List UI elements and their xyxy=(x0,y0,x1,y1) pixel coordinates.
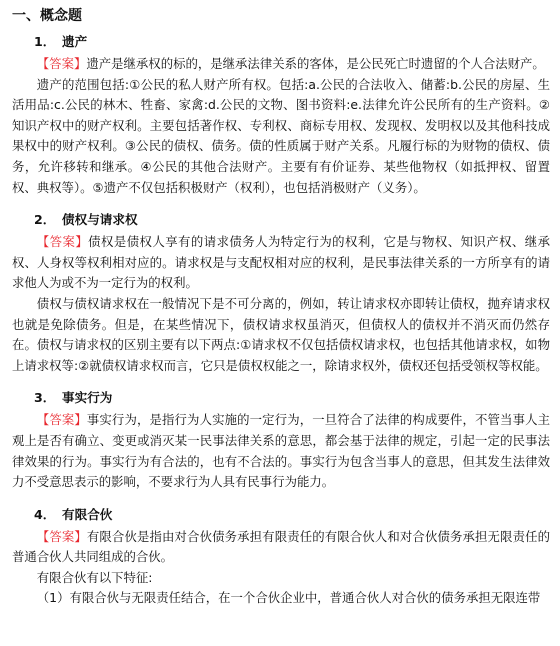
answer-text: 事实行为，是指行为人实施的一定行为，一旦符合了法律的构成要件，不管当事人主观上是否有确立、变更或消灭某一民事法律关系的意思，都会基于法律的规定，引起一定的民事法律效果的行为。事实行为有合法的，也有不合法的。事实行为包含当事人的意思，但其发生法律效力不受意思表示的影响，不要求行为人具有民事行为能力。 xyxy=(12,412,551,490)
answer-paragraph xyxy=(12,232,550,294)
answer-label: 【答案】 xyxy=(36,234,89,250)
body-paragraph: 有限合伙有以下特征: xyxy=(36,569,153,585)
question-term: 有限合伙 xyxy=(62,506,113,522)
question-number: 2． xyxy=(34,212,56,228)
question-title xyxy=(34,388,550,408)
question-term: 债权与请求权 xyxy=(62,212,138,228)
question-number: 1． xyxy=(34,34,56,49)
answer-text: 遗产是继承权的标的，是继承法律关系的客体，是公民死亡时遗留的个人合法财产。 xyxy=(86,56,545,71)
question-term: 事实行为 xyxy=(62,390,113,406)
answer-label: 【答案】 xyxy=(36,56,87,71)
document-page xyxy=(0,6,560,646)
answer-label: 【答案】 xyxy=(36,412,87,428)
body-paragraph: （1）有限合伙与无限责任结合，在一个合伙企业中，普通合伙人对合伙的债务承担无限连带 xyxy=(36,590,541,606)
answer-paragraph xyxy=(12,410,550,492)
answer-paragraph xyxy=(12,54,550,75)
body-paragraph: 债权与债权请求权在一般情况下是不可分离的，例如，转让请求权亦即转让债权，抛弃请求权也就是免除债务。但是，在某些情况下，债权请求权虽消灭，但债权人的债权并不消灭而仍然存在。债权与请求权的区别主要有以下两点:①请求权不仅包括债权请求权，也包括其他请求权，如物上请求权等:②就债权请求权而言，它只是债权权能之一，除请求权外，债权还包括受领权等权能。 xyxy=(12,295,550,373)
question-term: 遗产 xyxy=(62,34,88,49)
section-title: 一、概念题 xyxy=(12,8,82,24)
question-title xyxy=(34,32,550,52)
answer-text: 有限合伙是指由对合伙债务承担有限责任的有限合伙人和对合伙债务承担无限责任的普通合伙人共同组成的合伙。 xyxy=(12,528,551,565)
body-paragraph: 遗产的范围包括:①公民的私人财产所有权。包括:a.公民的合法收入、储蓄:b.公民的房屋、生活用品:c.公民的林木、牲畜、家禽:d.公民的文物、图书资料:e.法律允许公民所有的生产资料。②知识产权中的财产权利。主要包括著作权、专利权、商标专用权、发现权、发明权以及其他科技成果权中的财产权利。③公民的债权、债务。债的性质属于财产关系。凡履行标的为财物的债权、债务，允许移转和继承。④公民的其他合法财产。主要有有价证券、某些他物权（如抵押权、留置权、典权等）。⑤遗产不仅包括积极财产（权利），也包括消极财产（义务）。 xyxy=(12,76,550,195)
answer-label: 【答案】 xyxy=(36,528,87,544)
question-title xyxy=(34,210,550,230)
question-number: 4． xyxy=(34,506,56,522)
answer-text: 债权是债权人享有的请求债务人为特定行为的权利，它是与物权、知识产权、继承权、人身权等权利相对应的。请求权是与支配权相对应的权利，是民事法律关系的一方所享有的请求他人为或不为一定行为的权利。 xyxy=(12,234,551,291)
question-number: 3． xyxy=(34,390,56,406)
answer-paragraph xyxy=(12,527,550,568)
question-title xyxy=(34,505,550,525)
